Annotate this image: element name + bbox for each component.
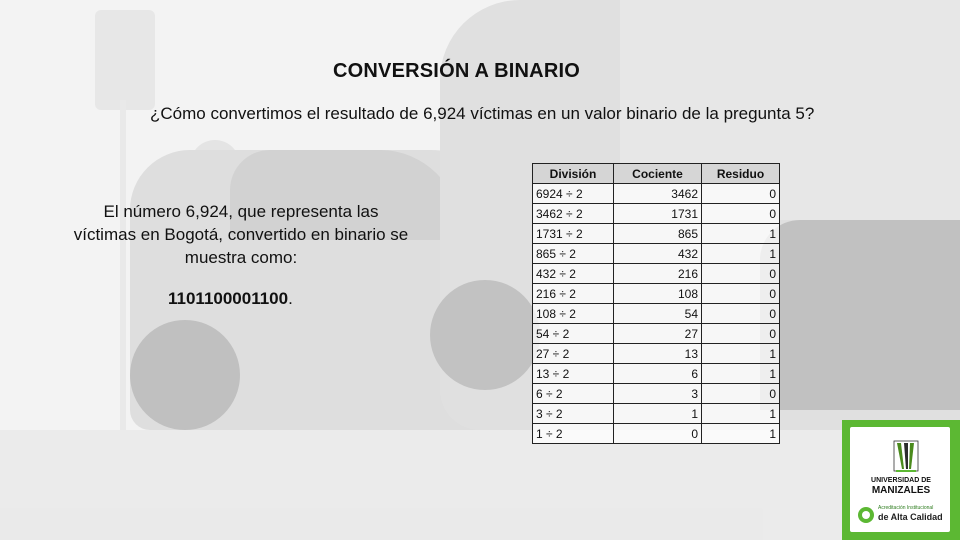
university-name-small: UNIVERSIDAD DE [871, 477, 931, 484]
table-row [533, 224, 780, 244]
division-cell: 108 ÷ 2 [533, 304, 614, 324]
division-cell: 54 ÷ 2 [533, 324, 614, 344]
quotient-cell: 1 [614, 404, 702, 424]
quotient-cell: 1731 [614, 204, 702, 224]
division-cell: 432 ÷ 2 [533, 264, 614, 284]
division-cell: 3 ÷ 2 [533, 404, 614, 424]
accreditation-big-text: de Alta Calidad [878, 512, 943, 522]
division-cell: 216 ÷ 2 [533, 284, 614, 304]
table-row [533, 404, 780, 424]
quotient-cell: 0 [614, 424, 702, 444]
remainder-cell: 0 [702, 324, 780, 344]
quotient-cell: 13 [614, 344, 702, 364]
remainder-cell: 0 [702, 304, 780, 324]
remainder-cell: 1 [702, 344, 780, 364]
table-header-row [533, 164, 780, 184]
university-logo [842, 420, 960, 540]
quotient-cell: 3 [614, 384, 702, 404]
table-row [533, 304, 780, 324]
table-row [533, 344, 780, 364]
division-cell: 13 ÷ 2 [533, 364, 614, 384]
header-residuo: Residuo [702, 164, 780, 184]
quotient-cell: 216 [614, 264, 702, 284]
university-name-big: MANIZALES [871, 485, 931, 496]
remainder-cell: 1 [702, 224, 780, 244]
table-row [533, 184, 780, 204]
division-cell: 6924 ÷ 2 [533, 184, 614, 204]
division-cell: 6 ÷ 2 [533, 384, 614, 404]
remainder-cell: 1 [702, 404, 780, 424]
table-row [533, 424, 780, 444]
table-row [533, 384, 780, 404]
division-table [532, 163, 780, 444]
division-cell: 3462 ÷ 2 [533, 204, 614, 224]
table-row [533, 204, 780, 224]
remainder-cell: 1 [702, 364, 780, 384]
slide-title: CONVERSIÓN A BINARIO [333, 60, 580, 82]
university-name [856, 477, 946, 496]
remainder-cell: 0 [702, 264, 780, 284]
accreditation-small-text: Acreditación Institucional [878, 505, 934, 511]
binary-value: 1101100001100 [168, 289, 289, 308]
quotient-cell: 3462 [614, 184, 702, 204]
description-text: El número 6,924, que representa las víctimas en Bogotá, convertido en binario se muestra como: [73, 202, 409, 267]
remainder-cell: 0 [702, 384, 780, 404]
table-row [533, 244, 780, 264]
table-row [533, 364, 780, 384]
binary-suffix: . [288, 289, 293, 308]
header-cociente: Cociente [614, 164, 702, 184]
remainder-cell: 1 [702, 424, 780, 444]
table-row [533, 264, 780, 284]
quotient-cell: 27 [614, 324, 702, 344]
division-cell: 1 ÷ 2 [533, 424, 614, 444]
remainder-cell: 0 [702, 184, 780, 204]
quotient-cell: 865 [614, 224, 702, 244]
table-row [533, 324, 780, 344]
division-cell: 865 ÷ 2 [533, 244, 614, 264]
division-cell: 27 ÷ 2 [533, 344, 614, 364]
accreditation-icon [858, 507, 874, 523]
quotient-cell: 6 [614, 364, 702, 384]
remainder-cell: 0 [702, 284, 780, 304]
slide-question: ¿Cómo convertimos el resultado de 6,924 víctimas en un valor binario de la pregunta 5? [150, 104, 815, 123]
remainder-cell: 1 [702, 244, 780, 264]
university-emblem-icon [892, 439, 920, 475]
table-row [533, 284, 780, 304]
remainder-cell: 0 [702, 204, 780, 224]
binary-result [168, 289, 293, 309]
header-division: División [533, 164, 614, 184]
quotient-cell: 432 [614, 244, 702, 264]
accreditation-badge [856, 503, 948, 529]
division-cell: 1731 ÷ 2 [533, 224, 614, 244]
quotient-cell: 54 [614, 304, 702, 324]
quotient-cell: 108 [614, 284, 702, 304]
